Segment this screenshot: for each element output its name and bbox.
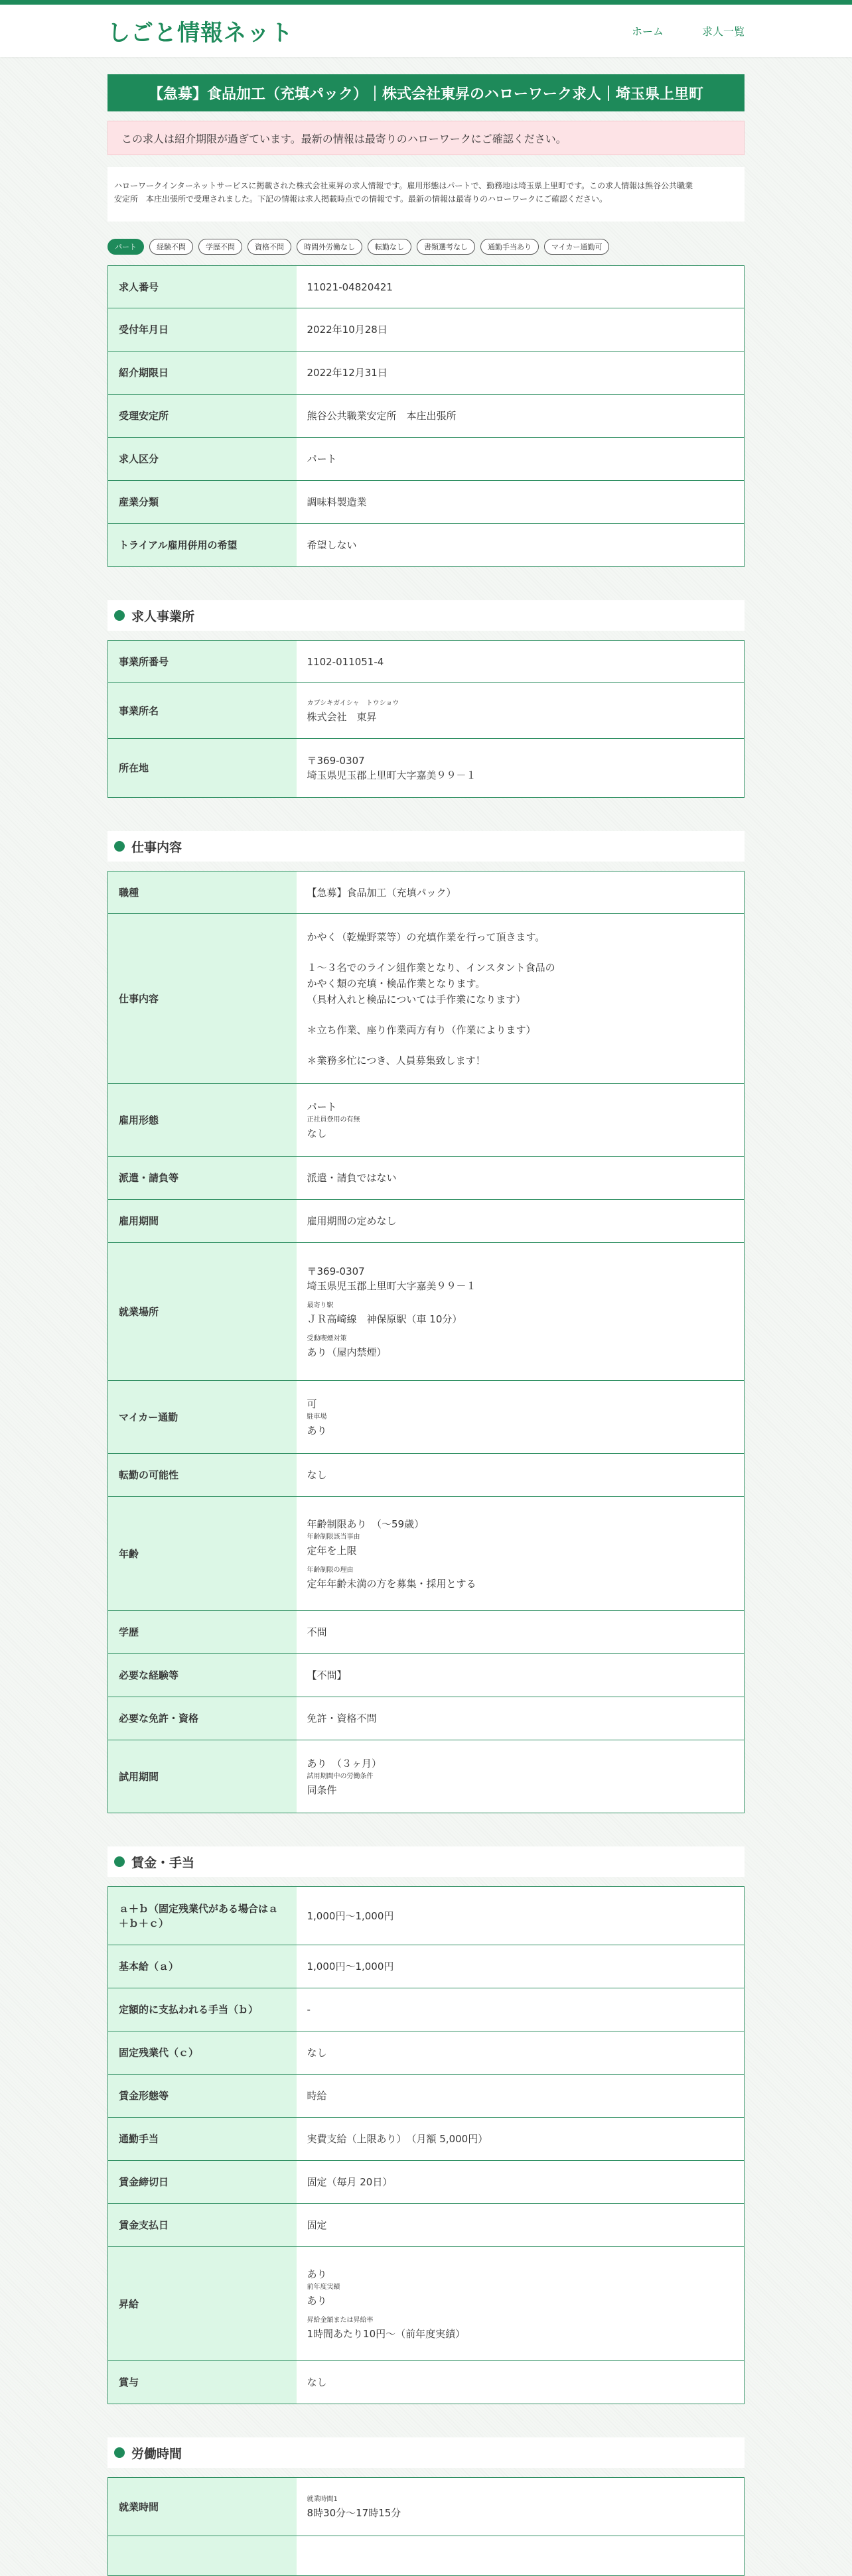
tag-no-license: 資格不問 <box>248 239 291 255</box>
bullet-dot-icon <box>114 1856 125 1867</box>
row-label: 賃金形態等 <box>108 2075 297 2118</box>
main-content <box>107 74 745 2576</box>
row-value: 雇用期間の定めなし <box>297 1200 745 1243</box>
address: 埼玉県児玉郡上里町大字嘉美９９－１ <box>307 769 476 781</box>
sub-label: 就業時間1 <box>307 2495 338 2503</box>
row-label: 求人区分 <box>108 438 297 481</box>
row-value: なし <box>297 1454 745 1497</box>
table-row <box>108 266 745 308</box>
company-name: 株式会社 東昇 <box>307 710 377 723</box>
row-value: 1102-011051-4 <box>297 641 745 683</box>
row-label: 所在地 <box>108 739 297 798</box>
row-label: 固定残業代（ｃ） <box>108 2031 297 2075</box>
description-line: 安定所 本庄出張所で受理されました。下記の情報は求人掲載時点での情報です。最新の情報は最寄りのハローワークにご確認ください。 <box>114 194 608 204</box>
table-row <box>108 1887 745 1945</box>
row-label: 試用期間 <box>108 1740 297 1813</box>
section-heading-office <box>107 600 745 631</box>
sub-label: 試用期間中の労働条件 <box>307 1772 374 1780</box>
section-title: 労働時間 <box>131 2446 182 2461</box>
sub-value: あり <box>307 2294 327 2307</box>
sub-label: 年齢制限該当事由 <box>307 1533 360 1541</box>
site-logo[interactable]: しごと情報ネット <box>107 20 293 46</box>
row-value <box>297 683 745 739</box>
table-row <box>108 2247 745 2361</box>
table-row <box>108 2031 745 2075</box>
table-row <box>108 739 745 798</box>
row-label: 仕事内容 <box>108 914 297 1084</box>
sub-value: 1時間あたり10円～（前年度実績） <box>307 2327 466 2340</box>
row-value <box>297 1381 745 1454</box>
row-label: 派遣・請負等 <box>108 1157 297 1200</box>
row-value: 2022年10月28日 <box>297 308 745 352</box>
table-row <box>108 1497 745 1611</box>
age-limit: 年齢制限あり （～59歳） <box>307 1517 425 1530</box>
row-label: 職種 <box>108 871 297 914</box>
content-line: １～３名でのライン組作業となり、インスタント食品の <box>307 961 555 974</box>
row-value <box>297 739 745 798</box>
sub-value: 定年年齢未満の方を募集・採用とする <box>307 1577 476 1590</box>
bullet-dot-icon <box>114 2447 125 2458</box>
row-value: パート <box>297 438 745 481</box>
table-row <box>108 2161 745 2204</box>
row-value: なし <box>297 2031 745 2075</box>
table-row <box>108 352 745 395</box>
feature-tags <box>107 239 745 255</box>
content-line: かやく類の充填・検品作業となります。 <box>307 977 486 990</box>
row-label: 必要な免許・資格 <box>108 1697 297 1740</box>
row-label: 事業所名 <box>108 683 297 739</box>
table-row <box>108 2118 745 2161</box>
row-label: 紹介期限日 <box>108 352 297 395</box>
row-value <box>297 914 745 1084</box>
section-heading-hours <box>107 2437 745 2468</box>
row-label: ａ＋ｂ（固定残業代がある場合はａ＋ｂ＋ｃ） <box>108 1887 297 1945</box>
page-title: 【急募】食品加工（充填パック）｜株式会社東昇のハローワーク求人｜埼玉県上里町 <box>107 74 745 111</box>
row-value: なし <box>297 2361 745 2404</box>
tag-no-experience: 経験不問 <box>149 239 193 255</box>
sub-label: 正社員登用の有無 <box>307 1116 360 1124</box>
row-value: 【急募】食品加工（充填パック） <box>297 871 745 914</box>
smoking-policy: あり（屋内禁煙） <box>307 1346 387 1358</box>
row-value: 希望しない <box>297 524 745 567</box>
table-row <box>108 683 745 739</box>
tag-part-time: パート <box>107 239 144 255</box>
row-label: 年齢 <box>108 1497 297 1611</box>
row-value: 免許・資格不問 <box>297 1697 745 1740</box>
postal-code: 〒369-0307 <box>307 1265 365 1277</box>
row-value: 実費支給（上限あり） （月額 5,000円） <box>297 2118 745 2161</box>
bullet-dot-icon <box>114 841 125 852</box>
raise: あり <box>307 2268 327 2280</box>
section-title: 仕事内容 <box>131 840 182 855</box>
table-row <box>108 1740 745 1813</box>
nav-home-link[interactable]: ホーム <box>631 25 664 38</box>
table-row <box>108 524 745 567</box>
section-heading-wage <box>107 1846 745 1877</box>
table-row <box>108 1381 745 1454</box>
row-label: 就業場所 <box>108 1243 297 1381</box>
table-row <box>108 1200 745 1243</box>
row-value: 時給 <box>297 2075 745 2118</box>
parking: あり <box>307 1424 327 1437</box>
row-label: 賃金締切日 <box>108 2161 297 2204</box>
row-label: 通勤手当 <box>108 2118 297 2161</box>
tag-no-education: 学歴不問 <box>198 239 242 255</box>
job-description <box>107 167 745 222</box>
row-label: トライアル雇用併用の希望 <box>108 524 297 567</box>
section-heading-job <box>107 831 745 862</box>
table-row <box>108 1454 745 1497</box>
sub-label: 最寄り駅 <box>307 1301 334 1309</box>
row-value: 1,000円～1,000円 <box>297 1945 745 1988</box>
postal-code: 〒369-0307 <box>307 755 365 767</box>
employment-type: パート <box>307 1100 337 1113</box>
row-value: 固定 <box>297 2204 745 2247</box>
car-commute: 可 <box>307 1397 317 1410</box>
office-table <box>107 640 745 798</box>
address: 埼玉県児玉郡上里町大字嘉美９９－１ <box>307 1279 476 1292</box>
section-title: 賃金・手当 <box>131 1855 195 1870</box>
nav-job-list-link[interactable]: 求人一覧 <box>701 25 745 38</box>
content-line: かやく（乾燥野菜等）の充填作業を行って頂きます。 <box>307 931 545 943</box>
sub-value: 同条件 <box>307 1783 337 1796</box>
tag-no-transfer: 転勤なし <box>368 239 411 255</box>
bullet-dot-icon <box>114 610 125 621</box>
row-value <box>297 2247 745 2361</box>
row-label: 基本給（ａ） <box>108 1945 297 1988</box>
row-label: 賞与 <box>108 2361 297 2404</box>
row-label: 産業分類 <box>108 481 297 524</box>
row-label: 定額的に支払われる手当（ｂ） <box>108 1988 297 2031</box>
row-value <box>297 1084 745 1157</box>
table-row <box>108 1157 745 1200</box>
table-row <box>108 1697 745 1740</box>
table-row <box>108 914 745 1084</box>
row-label: 賃金支払日 <box>108 2204 297 2247</box>
sub-label: 昇給金額または昇給率 <box>307 2316 374 2324</box>
sub-label: 年齢制限の理由 <box>307 1566 354 1574</box>
table-row <box>108 438 745 481</box>
row-value <box>297 2478 745 2536</box>
table-row <box>108 308 745 352</box>
basic-info-table <box>107 265 745 567</box>
row-value: 固定（毎月 20日） <box>297 2161 745 2204</box>
job-table <box>107 871 745 1813</box>
table-row <box>108 1654 745 1697</box>
row-value: 2022年12月31日 <box>297 352 745 395</box>
row-label: 学歴 <box>108 1611 297 1654</box>
table-row <box>108 1988 745 2031</box>
table-row <box>108 1611 745 1654</box>
table-row <box>108 2204 745 2247</box>
sub-label: 受動喫煙対策 <box>307 1334 347 1342</box>
table-row <box>108 2361 745 2404</box>
tag-commute-allowance: 通勤手当あり <box>480 239 539 255</box>
row-value: 熊谷公共職業安定所 本庄出張所 <box>297 395 745 438</box>
row-label: 受付年月日 <box>108 308 297 352</box>
table-row <box>108 1084 745 1157</box>
row-label: 雇用形態 <box>108 1084 297 1157</box>
trial-period: あり （３ヶ月） <box>307 1757 382 1770</box>
row-label: 転勤の可能性 <box>108 1454 297 1497</box>
row-label: マイカー通勤 <box>108 1381 297 1454</box>
sub-label: 駐車場 <box>307 1413 327 1421</box>
content-line: （具材入れと検品については手作業になります） <box>307 993 526 1005</box>
tag-car-commute: マイカー通勤可 <box>544 239 609 255</box>
row-value <box>297 1497 745 1611</box>
content-line: ＊立ち作業、座り作業両方有り（作業によります） <box>307 1023 536 1036</box>
table-row <box>108 641 745 683</box>
company-name-kana: カブシキガイシャ トウショウ <box>307 699 399 707</box>
sub-value: なし <box>307 1127 327 1139</box>
row-label: 昇給 <box>108 2247 297 2361</box>
work-hours: 8時30分～17時15分 <box>307 2506 401 2519</box>
table-row <box>108 2536 745 2576</box>
wage-table <box>107 1886 745 2404</box>
row-label: 雇用期間 <box>108 1200 297 1243</box>
tag-no-overtime: 時間外労働なし <box>297 239 362 255</box>
expired-notice: この求人は紹介期限が過ぎています。最新の情報は最寄りのハローワークにご確認ください。 <box>107 121 745 155</box>
table-row <box>108 2075 745 2118</box>
table-row <box>108 1243 745 1381</box>
row-value: - <box>297 1988 745 2031</box>
row-value: 不問 <box>297 1611 745 1654</box>
table-row <box>108 871 745 914</box>
row-value: 1,000円～1,000円 <box>297 1887 745 1945</box>
row-label: 就業時間 <box>108 2478 297 2536</box>
sub-label: 前年度実績 <box>307 2283 340 2291</box>
sub-value: 定年を上限 <box>307 1544 357 1557</box>
table-row <box>108 481 745 524</box>
row-value: 派遣・請負ではない <box>297 1157 745 1200</box>
hours-table <box>107 2477 745 2576</box>
main-nav <box>632 23 745 38</box>
row-value <box>297 1740 745 1813</box>
row-label: 事業所番号 <box>108 641 297 683</box>
description-line: ハローワークインターネットサービスに掲載された株式会社東昇の求人情報です。雇用形態はパートで、勤務地は埼玉県上里町です。この求人情報は熊谷公共職業 <box>114 181 693 190</box>
tag-no-document-screening: 書類選考なし <box>417 239 475 255</box>
row-label: 必要な経験等 <box>108 1654 297 1697</box>
top-bar <box>0 0 852 57</box>
row-value: 11021-04820421 <box>297 266 745 308</box>
table-row <box>108 1945 745 1988</box>
row-label: 受理安定所 <box>108 395 297 438</box>
section-title: 求人事業所 <box>131 609 195 624</box>
nearest-station: ＪＲ高崎線 神保原駅（車 10分） <box>307 1313 462 1325</box>
table-row <box>108 2478 745 2536</box>
row-value: 【不問】 <box>297 1654 745 1697</box>
row-value <box>297 1243 745 1381</box>
table-row <box>108 395 745 438</box>
row-label: 求人番号 <box>108 266 297 308</box>
content-line: ＊業務多忙につき、人員募集致します！ <box>307 1054 486 1066</box>
row-value: 調味料製造業 <box>297 481 745 524</box>
